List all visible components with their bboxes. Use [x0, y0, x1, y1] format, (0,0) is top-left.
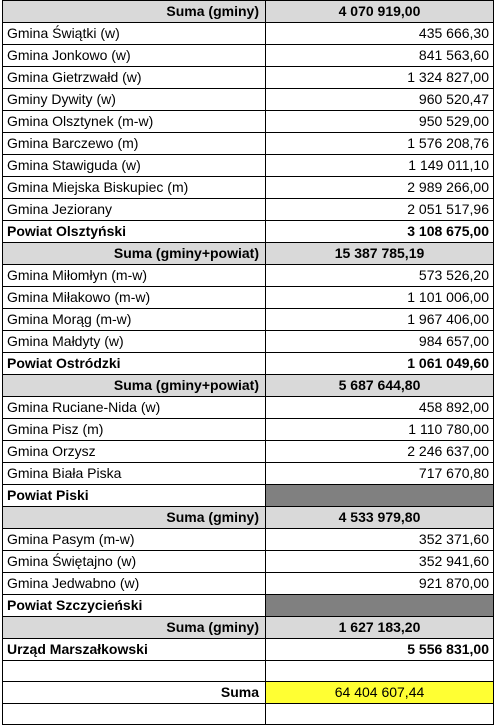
name-cell[interactable]: Gmina Jedwabno (w): [3, 573, 266, 595]
name-cell[interactable]: Gmina Olsztynek (m-w): [3, 111, 266, 133]
table-row: [3, 89, 494, 111]
subtotal-row: [3, 617, 494, 639]
name-cell[interactable]: Gminy Dywity (w): [3, 89, 266, 111]
value-cell[interactable]: 435 666,30: [266, 23, 494, 45]
name-cell[interactable]: Gmina Orzysz: [3, 441, 266, 463]
name-cell[interactable]: Gmina Morąg (m-w): [3, 309, 266, 331]
name-cell[interactable]: Suma (gminy+powiat): [3, 243, 266, 265]
spreadsheet-body: [3, 1, 494, 725]
table-row: [3, 639, 494, 661]
table-row: [3, 155, 494, 177]
table-row: [3, 111, 494, 133]
name-cell[interactable]: Gmina Małdyty (w): [3, 331, 266, 353]
subtotal-row: [3, 507, 494, 529]
name-cell[interactable]: Gmina Ruciane-Nida (w): [3, 397, 266, 419]
subtotal-row: [3, 375, 494, 397]
table-row: [3, 529, 494, 551]
name-cell[interactable]: Gmina Barczewo (m): [3, 133, 266, 155]
name-cell[interactable]: Gmina Jonkowo (w): [3, 45, 266, 67]
name-cell[interactable]: Suma (gminy): [3, 1, 266, 23]
value-cell[interactable]: 3 108 675,00: [266, 221, 494, 243]
name-cell[interactable]: Gmina Stawiguda (w): [3, 155, 266, 177]
name-cell[interactable]: Gmina Gietrzwałd (w): [3, 67, 266, 89]
value-cell[interactable]: 2 246 637,00: [266, 441, 494, 463]
value-cell[interactable]: 1 110 780,00: [266, 419, 494, 441]
table-row: [3, 573, 494, 595]
table-row: [3, 133, 494, 155]
name-cell[interactable]: Gmina Miłomłyn (m-w): [3, 265, 266, 287]
table-row: [3, 463, 494, 485]
value-cell[interactable]: 950 529,00: [266, 111, 494, 133]
name-cell[interactable]: Gmina Biała Piska: [3, 463, 266, 485]
name-cell[interactable]: Suma (gminy+powiat): [3, 375, 266, 397]
empty-row: [3, 704, 494, 725]
value-cell[interactable]: 1 324 827,00: [266, 67, 494, 89]
name-cell[interactable]: Suma: [3, 682, 266, 704]
value-cell[interactable]: 1 967 406,00: [266, 309, 494, 331]
table-row: [3, 309, 494, 331]
name-cell[interactable]: Powiat Ostródzki: [3, 353, 266, 375]
value-cell[interactable]: 573 526,20: [266, 265, 494, 287]
value-cell[interactable]: 4 533 979,80: [266, 507, 494, 529]
value-cell[interactable]: 2 989 266,00: [266, 177, 494, 199]
name-cell[interactable]: Suma (gminy): [3, 507, 266, 529]
table-row: [3, 397, 494, 419]
table-row: [3, 67, 494, 89]
name-cell[interactable]: [3, 661, 266, 682]
value-cell[interactable]: 984 657,00: [266, 331, 494, 353]
name-cell[interactable]: Powiat Szczycieński: [3, 595, 266, 617]
name-cell[interactable]: [3, 704, 266, 725]
spreadsheet-table: [2, 0, 494, 725]
value-cell[interactable]: 960 520,47: [266, 89, 494, 111]
value-cell[interactable]: 841 563,60: [266, 45, 494, 67]
total-row: [3, 682, 494, 704]
value-cell[interactable]: 458 892,00: [266, 397, 494, 419]
name-cell[interactable]: Gmina Świętajno (w): [3, 551, 266, 573]
table-row: [3, 45, 494, 67]
table-row: [3, 441, 494, 463]
table-row: [3, 265, 494, 287]
name-cell[interactable]: Gmina Pisz (m): [3, 419, 266, 441]
name-cell[interactable]: Gmina Świątki (w): [3, 23, 266, 45]
value-cell[interactable]: 921 870,00: [266, 573, 494, 595]
table-row: [3, 551, 494, 573]
value-cell[interactable]: [266, 661, 494, 682]
value-cell[interactable]: 1 149 011,10: [266, 155, 494, 177]
name-cell[interactable]: Urząd Marszałkowski: [3, 639, 266, 661]
value-cell[interactable]: 15 387 785,19: [266, 243, 494, 265]
value-cell[interactable]: [266, 704, 494, 725]
value-cell[interactable]: [266, 595, 494, 617]
table-row: [3, 177, 494, 199]
name-cell[interactable]: Suma (gminy): [3, 617, 266, 639]
value-cell[interactable]: 1 061 049,60: [266, 353, 494, 375]
name-cell[interactable]: Gmina Pasym (m-w): [3, 529, 266, 551]
value-cell[interactable]: 717 670,80: [266, 463, 494, 485]
table-row: [3, 485, 494, 507]
value-cell[interactable]: 2 051 517,96: [266, 199, 494, 221]
name-cell[interactable]: Gmina Miejska Biskupiec (m): [3, 177, 266, 199]
value-cell[interactable]: [266, 485, 494, 507]
table-row: [3, 287, 494, 309]
value-cell[interactable]: 1 101 006,00: [266, 287, 494, 309]
value-cell[interactable]: 5 556 831,00: [266, 639, 494, 661]
table-row: [3, 419, 494, 441]
value-cell[interactable]: 352 941,60: [266, 551, 494, 573]
subtotal-row: [3, 1, 494, 23]
value-cell[interactable]: 5 687 644,80: [266, 375, 494, 397]
table-row: [3, 221, 494, 243]
subtotal-row: [3, 243, 494, 265]
table-row: [3, 23, 494, 45]
value-cell[interactable]: 352 371,60: [266, 529, 494, 551]
table-row: [3, 199, 494, 221]
name-cell[interactable]: Powiat Piski: [3, 485, 266, 507]
value-cell[interactable]: 1 576 208,76: [266, 133, 494, 155]
empty-row: [3, 661, 494, 682]
name-cell[interactable]: Powiat Olsztyński: [3, 221, 266, 243]
table-row: [3, 595, 494, 617]
value-cell[interactable]: 4 070 919,00: [266, 1, 494, 23]
name-cell[interactable]: Gmina Jeziorany: [3, 199, 266, 221]
name-cell[interactable]: Gmina Miłakowo (m-w): [3, 287, 266, 309]
table-row: [3, 353, 494, 375]
table-row: [3, 331, 494, 353]
value-cell[interactable]: 64 404 607,44: [266, 682, 494, 704]
value-cell[interactable]: 1 627 183,20: [266, 617, 494, 639]
